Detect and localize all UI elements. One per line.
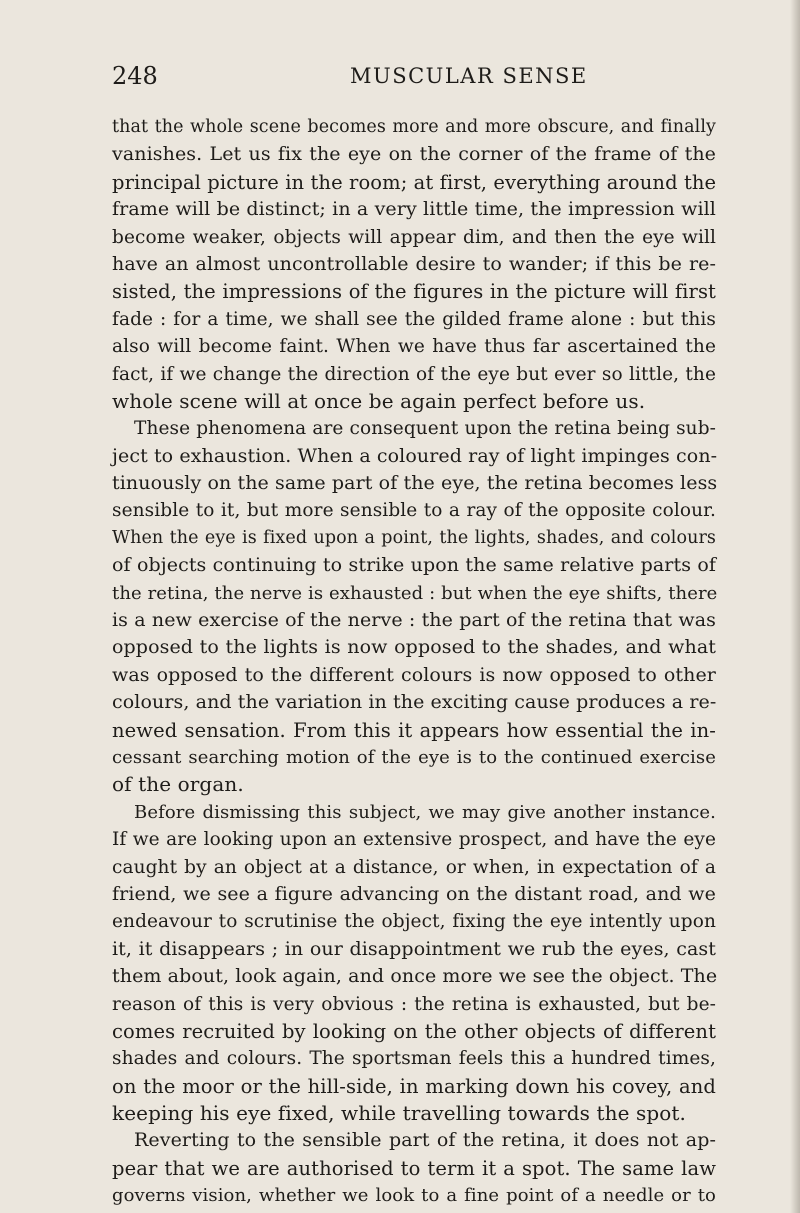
text-line: pear that we are authorised to term it a spot. The same law [112, 1156, 716, 1180]
text-line: colours, and the variation in the exciting cause produces a re- [112, 691, 717, 714]
text-line: was opposed to the different colours is now opposed to other [112, 663, 716, 686]
page-number: 248 [112, 62, 158, 90]
text-line: tinuously on the same part of the eye, the retina becomes less [112, 472, 718, 495]
text-line: friend, we see a figure advancing on the distant road, and we [112, 882, 716, 905]
text-line: the retina, the nerve is exhausted : but when the eye shifts, there [112, 582, 718, 604]
text-line: If we are looking upon an extensive prospect, and have the eye [112, 829, 716, 851]
text-line: When the eye is fixed upon a point, the lights, shades, and colours [112, 527, 716, 548]
text-line: that the whole scene becomes more and more obscure, and finally [112, 117, 716, 137]
text-line: newed sensation. From this it appears how essential the in- [112, 718, 716, 742]
text-line: also will become faint. When we have thus far ascertained the [112, 336, 716, 358]
page-header [112, 59, 712, 93]
text-line: frame will be distinct; in a very little time, the impression will [112, 198, 716, 221]
text-line: governs vision, whether we look to a fine point of a needle or to [112, 1185, 716, 1207]
text-line: Before dismissing this subject, we may give another instance. [134, 801, 716, 823]
text-line: fact, if we change the direction of the eye but ever so little, the [112, 363, 716, 385]
text-line: sisted, the impressions of the figures in the picture will first [112, 280, 716, 304]
text-line: reason of this is very obvious : the retina is exhausted, but be- [112, 993, 716, 1015]
text-line: on the moor or the hill-side, in marking down his covey, and [112, 1074, 716, 1098]
text-line: Reverting to the sensible part of the retina, it does not ap- [134, 1129, 716, 1152]
text-line: opposed to the lights is now opposed to the shades, and what [112, 636, 716, 659]
text-line: of objects continuing to strike upon the same relative parts of [112, 554, 716, 577]
text-line: principal picture in the room; at first, everything around the [112, 170, 717, 194]
text-line: vanishes. Let us fix the eye on the corner of the frame of the [112, 143, 716, 166]
text-line: sensible to it, but more sensible to a ray of the opposite colour. [112, 500, 716, 522]
text-line: caught by an object at a distance, or when, in expectation of a [112, 856, 716, 878]
text-line: it, it disappears ; in our disappointment we rub the eyes, cast [112, 937, 716, 960]
text-line: is a new exercise of the nerve : the part of the retina that was [112, 609, 716, 632]
text-line: of the organ. [112, 772, 244, 797]
text-line: fade : for a time, we shall see the gilded frame alone : but this [112, 308, 716, 330]
text-line: shades and colours. The sportsman feels this a hundred times, [112, 1048, 716, 1070]
text-line: ject to exhaustion. When a coloured ray of light impinges con- [112, 444, 718, 467]
text-line: have an almost uncontrollable desire to wander; if this be re- [112, 252, 716, 275]
text-line: cessant searching motion of the eye is to the continued exercise [112, 746, 716, 768]
text-line: them about, look again, and once more we see the object. The [112, 965, 718, 988]
text-line: These phenomena are consequent upon the retina being sub- [134, 418, 716, 440]
text-line: comes recruited by looking on the other objects of different [112, 1019, 716, 1043]
text-line: become weaker, objects will appear dim, and then the eye will [112, 226, 716, 248]
text-line: keeping his eye fixed, while travelling towards the spot. [112, 1101, 686, 1126]
body-text [112, 114, 716, 1210]
page-edge-shadow [790, 0, 800, 1213]
running-title: MUSCULAR SENSE [350, 64, 588, 88]
text-line: whole scene will at once be again perfect before us. [112, 388, 646, 413]
text-line: endeavour to scrutinise the object, fixing the eye intently upon [112, 911, 716, 933]
